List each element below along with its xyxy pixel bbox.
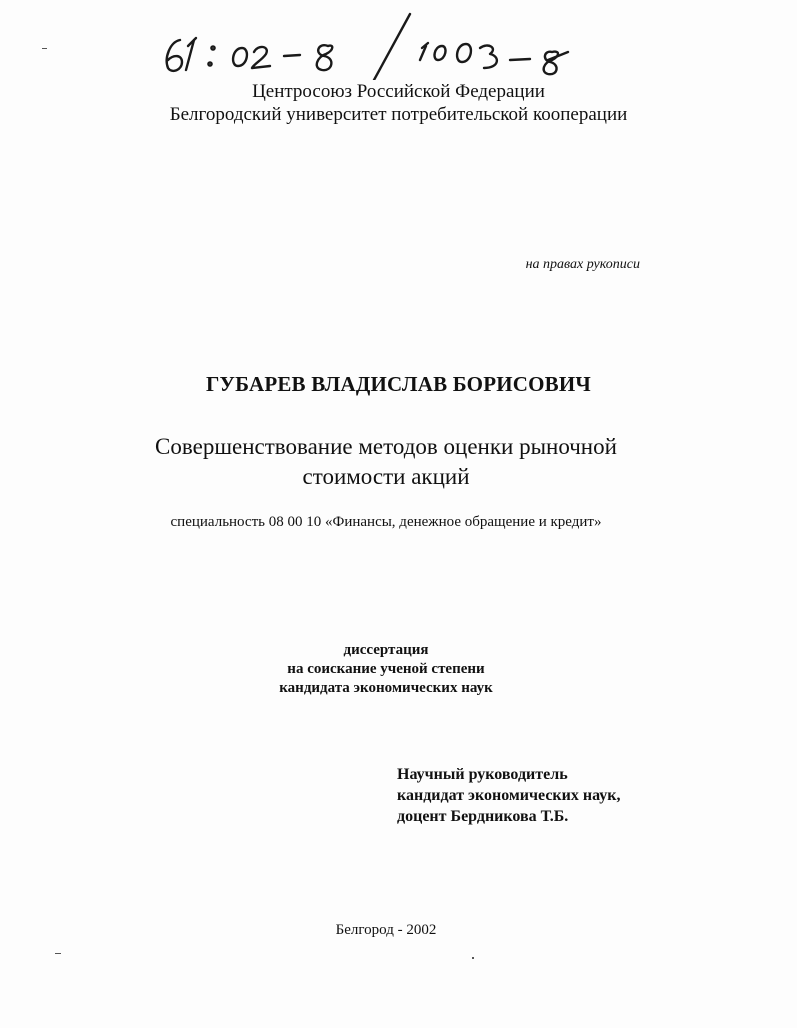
scan-speck [55, 953, 61, 954]
supervisor-line-3: доцент Бердникова Т.Б. [397, 808, 569, 825]
organization-line-1: Центросоюз Российской Федерации [252, 81, 545, 102]
degree-line-2: на соискание ученой степени [287, 661, 485, 677]
dissertation-title-line-2: стоимости акций [302, 464, 470, 489]
scan-speck [42, 48, 47, 49]
degree-line-1: диссертация [343, 642, 429, 658]
handwritten-catalog-code [150, 10, 590, 80]
scan-speck [472, 957, 474, 959]
supervisor-line-2: кандидат экономических наук, [397, 787, 621, 804]
degree-line-3: кандидата экономических наук [279, 680, 493, 696]
supervisor-line-1: Научный руководитель [397, 766, 568, 783]
manuscript-rights-note: на правах рукописи [525, 257, 640, 272]
author-name: ГУБАРЕВ ВЛАДИСЛАВ БОРИСОВИЧ [205, 372, 592, 396]
specialty: специальность 08 00 10 «Финансы, денежное обращение и кредит» [170, 514, 602, 530]
city-year: Белгород - 2002 [335, 922, 437, 938]
dissertation-title-line-1: Совершенствование методов оценки рыночной [155, 434, 617, 459]
organization-line-2: Белгородский университет потребительской кооперации [169, 104, 628, 125]
